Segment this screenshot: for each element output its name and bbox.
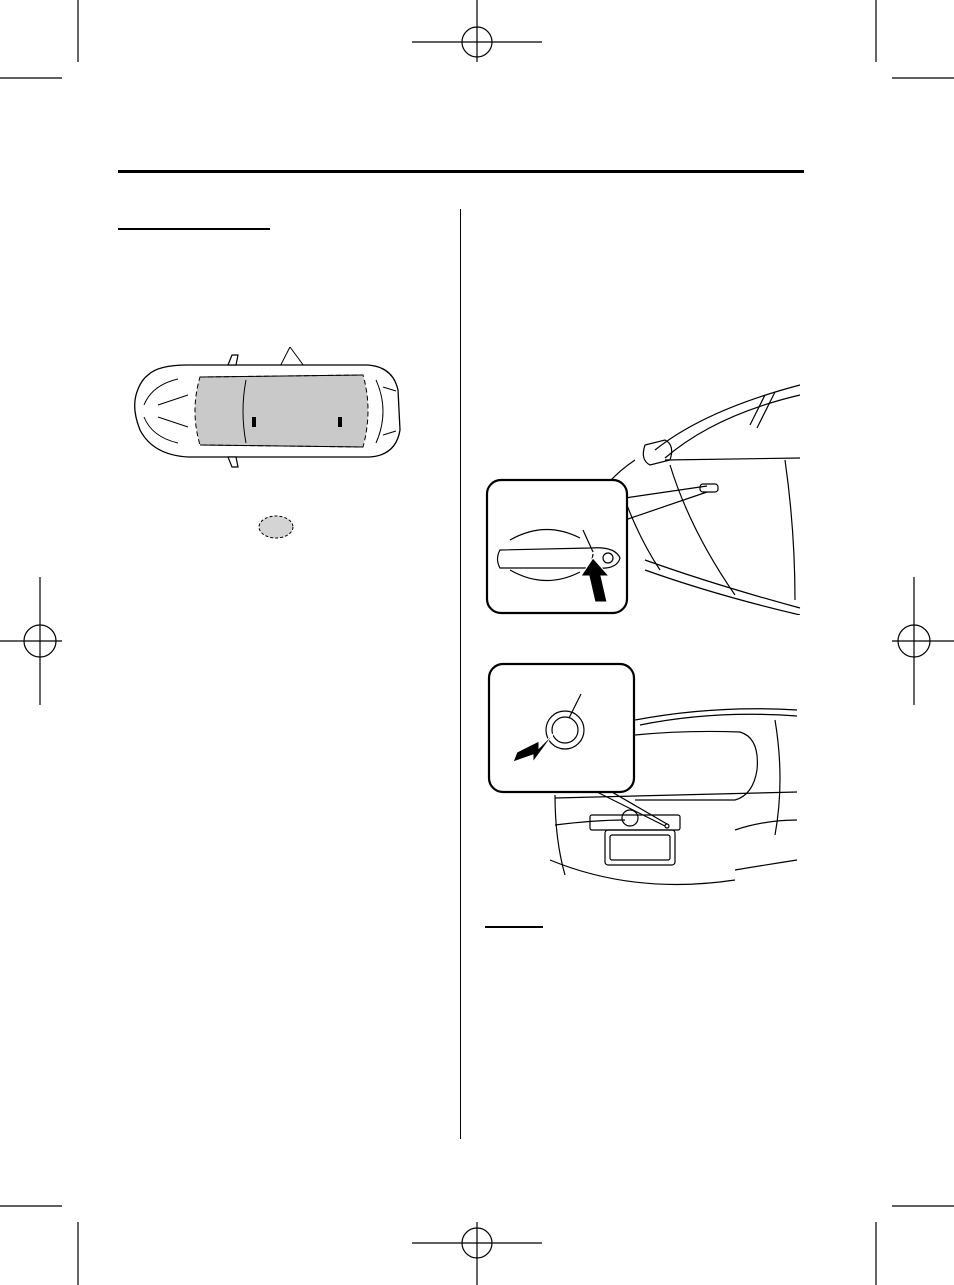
right-section-heading-underline [485, 926, 543, 928]
registration-mark-right-icon [892, 577, 954, 705]
antenna-front-icon [252, 417, 256, 427]
trim-mark-bottom-right [876, 1206, 954, 1285]
front-door-handle-request-switch-illustration [485, 380, 805, 615]
car-top-view-antenna-zone-illustration [118, 335, 418, 485]
header-rule [118, 170, 804, 173]
registration-mark-top-icon [412, 0, 542, 62]
dashed-gray-oval-zone-icon [256, 513, 296, 541]
liftgate-switch-inset-frame [489, 664, 634, 792]
left-section-heading-underline [118, 228, 270, 230]
column-divider [460, 209, 461, 1139]
trim-mark-bottom-left [0, 1206, 78, 1285]
trim-mark-top-right [876, 0, 954, 78]
door-callout-lines [625, 486, 707, 520]
antenna-rear-icon [338, 417, 342, 427]
liftgate-request-switch-illustration [485, 660, 805, 900]
registration-mark-left-icon [0, 577, 62, 705]
antenna-detection-zone [195, 375, 368, 447]
registration-mark-bottom-icon [412, 1222, 542, 1285]
door-handle-inset-frame [487, 480, 627, 613]
trim-mark-top-left [0, 0, 78, 78]
